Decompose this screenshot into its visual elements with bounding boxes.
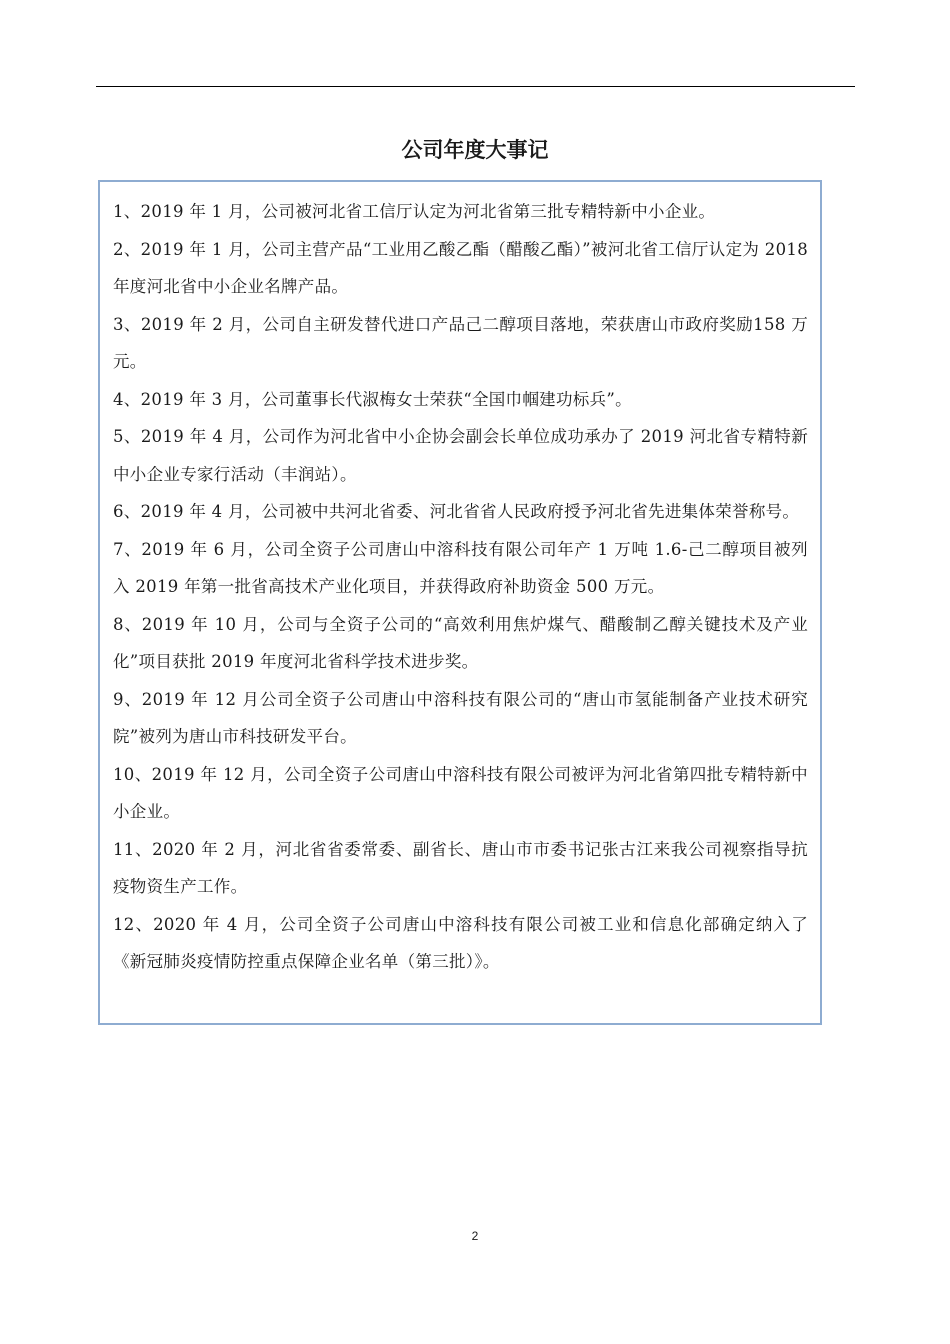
event-item: 4、2019 年 3 月，公司董事长代淑梅女士荣获“全国巾帼建功标兵”。 — [113, 389, 632, 409]
event-item: 10、2019 年 12 月，公司全资子公司唐山中溶科技有限公司被评为河北省第四批专精特新中小企业。 — [113, 764, 808, 821]
event-item: 1、2019 年 1 月，公司被河北省工信厅认定为河北省第三批专精特新中小企业。 — [113, 202, 716, 221]
event-item: 11、2020 年 2 月，河北省省委常委、副省长、唐山市市委书记张古江来我公司视察指导抗疫物资生产工作。 — [113, 839, 808, 896]
event-item: 7、2019 年 6 月，公司全资子公司唐山中溶科技有限公司年产 1 万吨 1.6-己二醇项目被列入 2019 年第一批省高技术产业化项目，并获得政府补助资金 500 万元。 — [113, 539, 808, 596]
event-list — [113, 193, 808, 981]
event-item: 8、2019 年 10 月，公司与全资子公司的“高效利用焦炉煤气、醋酸制乙醇关键技术及产业化”项目获批 2019 年度河北省科学技术进步奖。 — [113, 614, 808, 671]
event-item: 12、2020 年 4 月，公司全资子公司唐山中溶科技有限公司被工业和信息化部确定纳入了《新冠肺炎疫情防控重点保障企业名单（第三批）》。 — [113, 914, 808, 971]
event-item: 3、2019 年 2 月，公司自主研发替代进口产品己二醇项目落地，荣获唐山市政府奖励158 万元。 — [113, 314, 808, 371]
page-number: 2 — [471, 1229, 479, 1243]
event-item: 2、2019 年 1 月，公司主营产品“工业用乙酸乙酯（醋酸乙酯）”被河北省工信厅认定为 2018 年度河北省中小企业名牌产品。 — [113, 239, 808, 296]
header-rule — [96, 86, 855, 87]
page-title: 公司年度大事记 — [401, 138, 549, 162]
event-item: 9、2019 年 12 月公司全资子公司唐山中溶科技有限公司的“唐山市氢能制备产业技术研究院”被列为唐山市科技研发平台。 — [113, 689, 808, 746]
event-item: 6、2019 年 4 月，公司被中共河北省委、河北省省人民政府授予河北省先进集体荣誉称号。 — [113, 502, 800, 521]
events-box — [98, 180, 822, 1025]
event-item: 5、2019 年 4 月，公司作为河北省中小企协会副会长单位成功承办了 2019 河北省专精特新中小企业专家行活动（丰润站）。 — [113, 427, 808, 484]
